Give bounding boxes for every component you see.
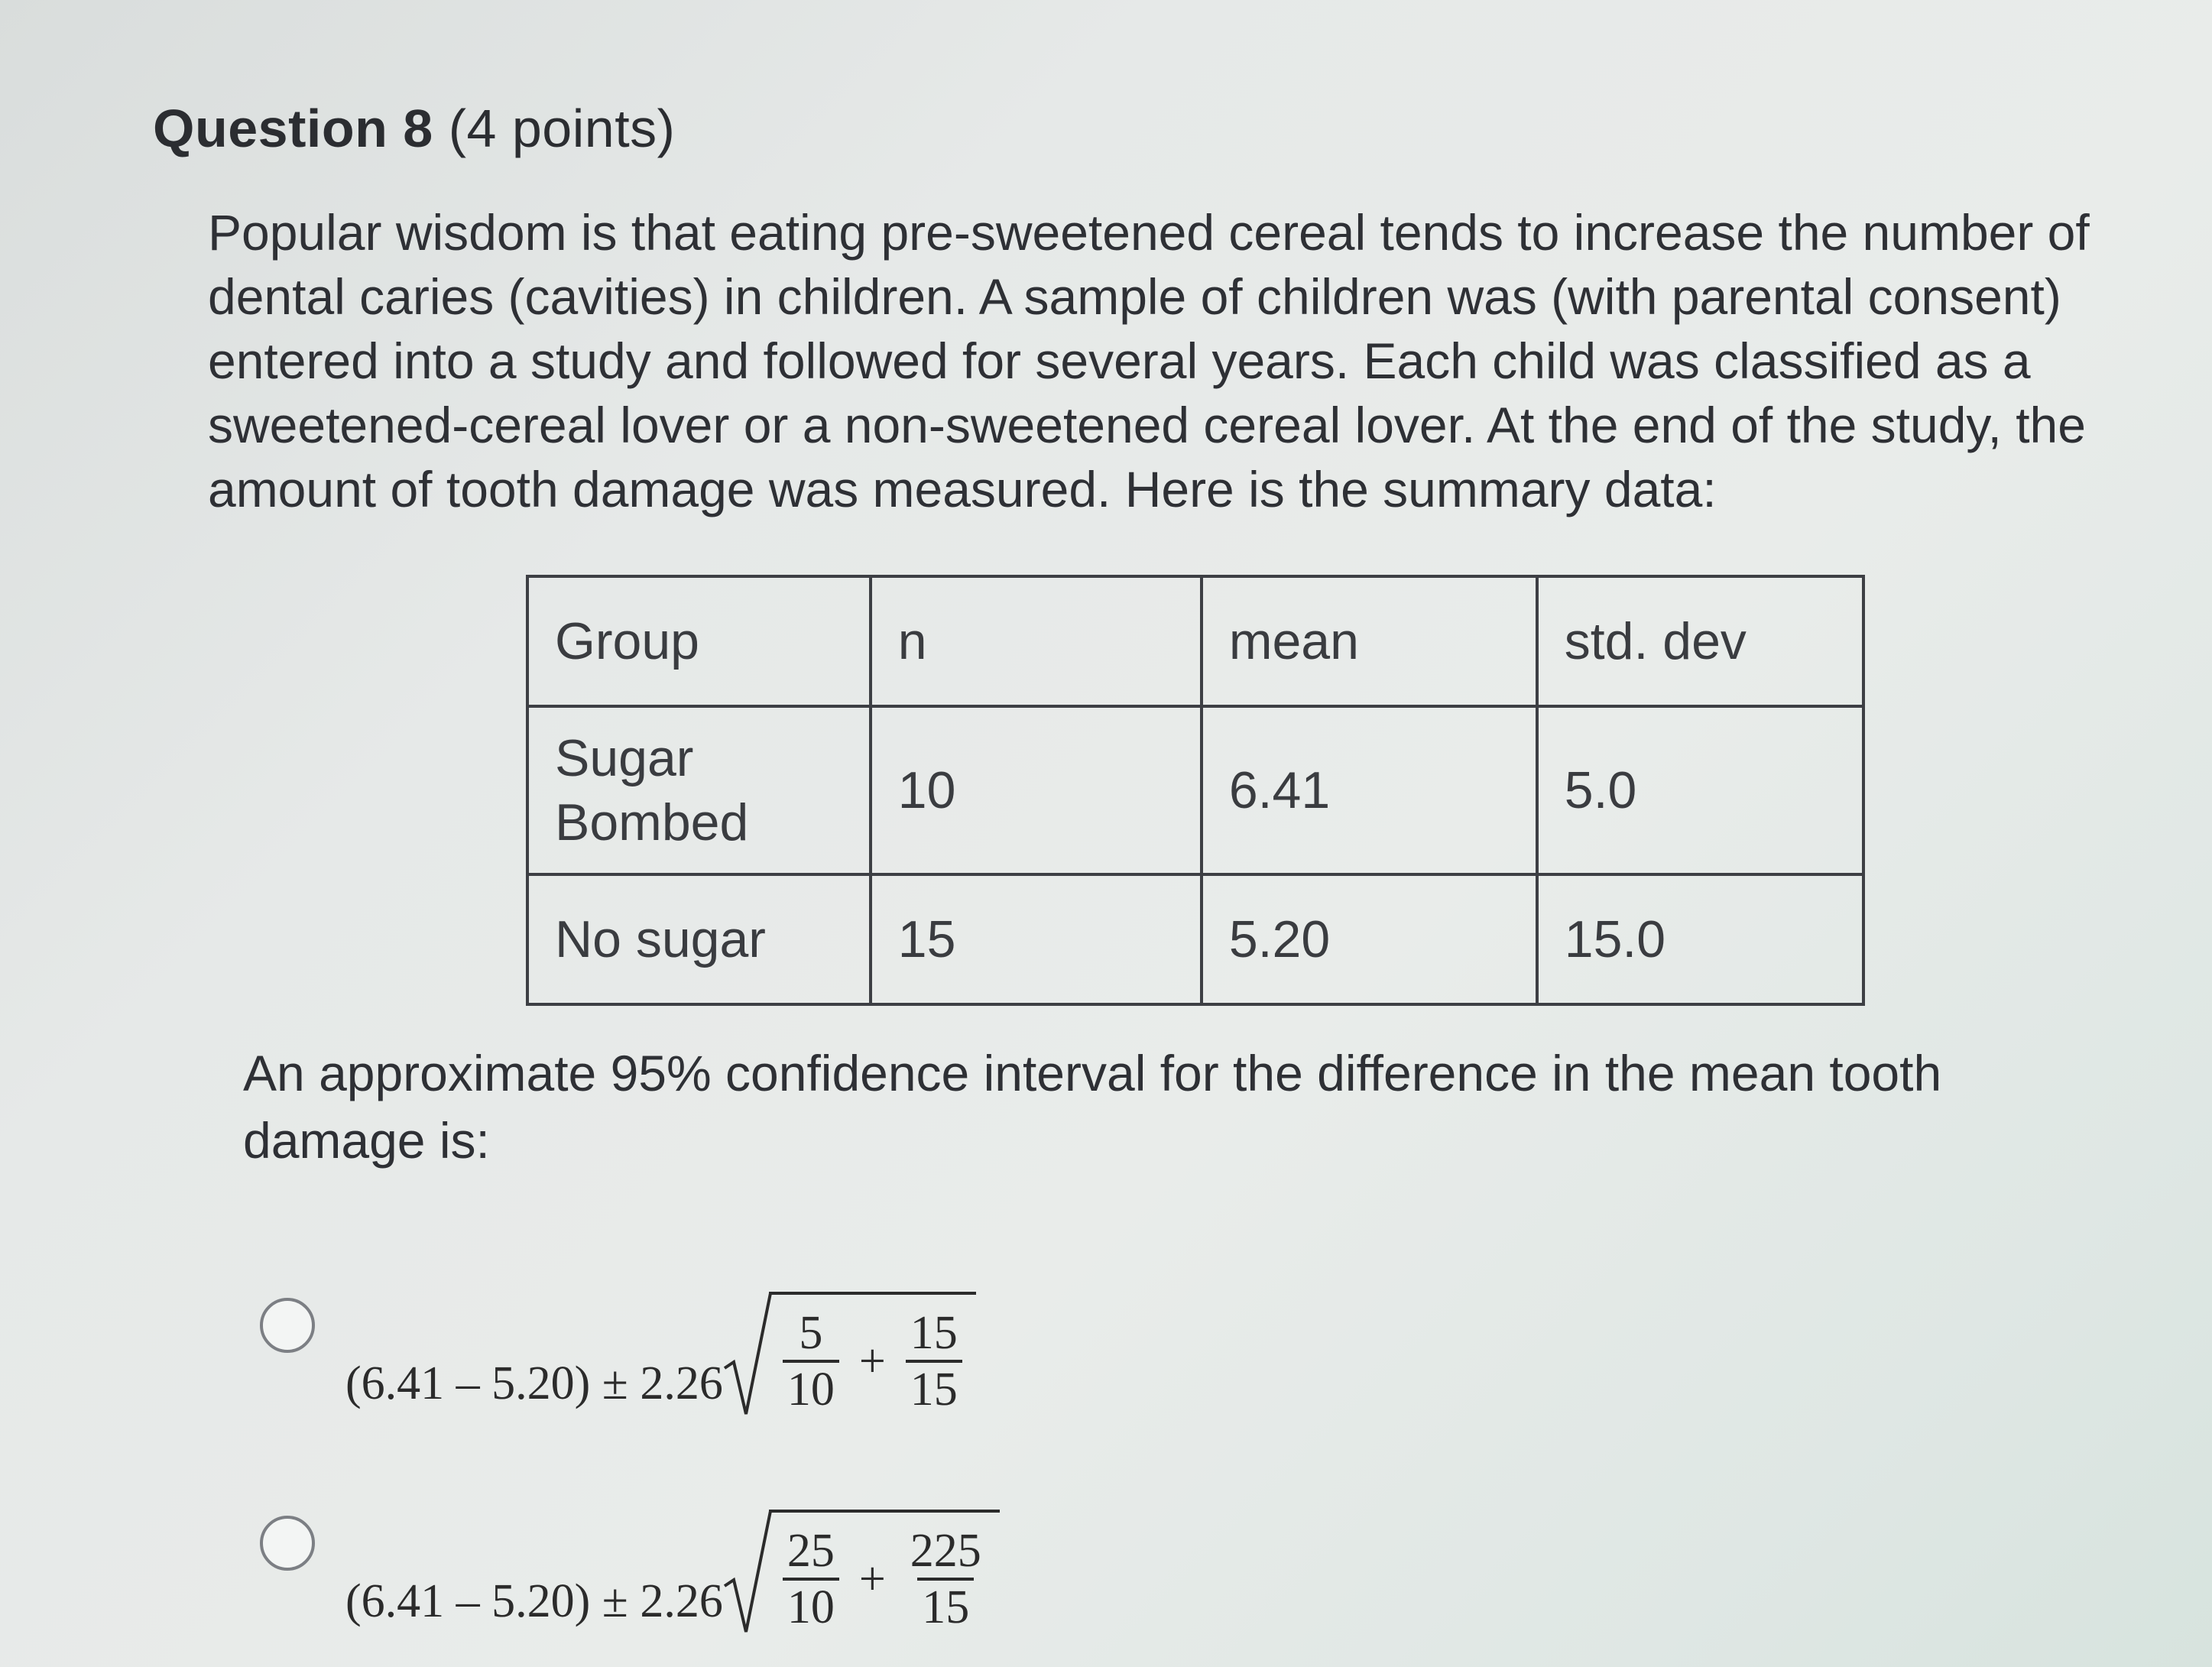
- fraction-numerator: 25: [787, 1525, 835, 1577]
- table-row: [527, 706, 1863, 874]
- cell-group: No sugar: [527, 874, 871, 1004]
- fraction-numerator: 5: [799, 1307, 823, 1359]
- table-row: [527, 874, 1863, 1004]
- square-root: [723, 1510, 1000, 1639]
- question-points: (4 points): [448, 99, 676, 158]
- cell-n: 10: [871, 706, 1202, 874]
- radio-button[interactable]: [260, 1516, 315, 1571]
- fraction-denominator: 15: [917, 1578, 974, 1634]
- plus-sign: +: [858, 1552, 886, 1605]
- fraction: [783, 1306, 839, 1416]
- question-prompt: Popular wisdom is that eating pre-sweetened cereal tends to increase the number of dental caries (cavities) in children. A sample of children was (with parental consent) entered into a study and followed for several years. Each child was classified as a sweetened-cereal lover or a non-sweetened cereal lover. At the end of the study, the amount of tooth damage was measured. Here is the summary data:: [208, 204, 2090, 517]
- formula-lead: (6.41 – 5.20) ± 2.26: [345, 1575, 723, 1627]
- cell-mean: 5.20: [1202, 874, 1537, 1004]
- table-header-row: [527, 576, 1863, 706]
- fraction-denominator: 15: [906, 1360, 962, 1416]
- summary-table: [526, 575, 1865, 1006]
- cell-n: 15: [871, 874, 1202, 1004]
- answer-option-2[interactable]: [260, 1510, 1000, 1639]
- fraction: [906, 1306, 962, 1416]
- formula: [345, 1510, 1000, 1639]
- cell-group: Sugar Bombed: [527, 706, 871, 874]
- fraction-numerator: 15: [910, 1307, 958, 1359]
- cell-mean: 6.41: [1202, 706, 1537, 874]
- plus-sign: +: [858, 1335, 886, 1387]
- radio-button[interactable]: [260, 1298, 315, 1353]
- answer-option-1[interactable]: [260, 1292, 976, 1422]
- fraction-numerator: 225: [910, 1525, 981, 1577]
- header-mean: mean: [1202, 576, 1537, 706]
- fraction: [783, 1524, 839, 1634]
- fraction: [906, 1524, 986, 1634]
- square-root: [723, 1292, 976, 1422]
- radical-sign-icon: [723, 1292, 772, 1422]
- question-title: Question 8: [153, 99, 433, 158]
- fraction-denominator: 10: [783, 1578, 839, 1634]
- radical-sign-icon: [723, 1510, 772, 1639]
- header-group: Group: [527, 576, 871, 706]
- confidence-interval-question: An approximate 95% confidence interval for the difference in the mean tooth damage is:: [243, 1045, 1942, 1169]
- question-header: [153, 98, 675, 159]
- formula-lead: (6.41 – 5.20) ± 2.26: [345, 1357, 723, 1409]
- header-std-dev: std. dev: [1537, 576, 1863, 706]
- fraction-denominator: 10: [783, 1360, 839, 1416]
- formula: [345, 1292, 976, 1422]
- radicand: [769, 1510, 1000, 1639]
- header-n: n: [871, 576, 1202, 706]
- cell-std-dev: 15.0: [1537, 874, 1863, 1004]
- radicand: [769, 1292, 976, 1422]
- cell-std-dev: 5.0: [1537, 706, 1863, 874]
